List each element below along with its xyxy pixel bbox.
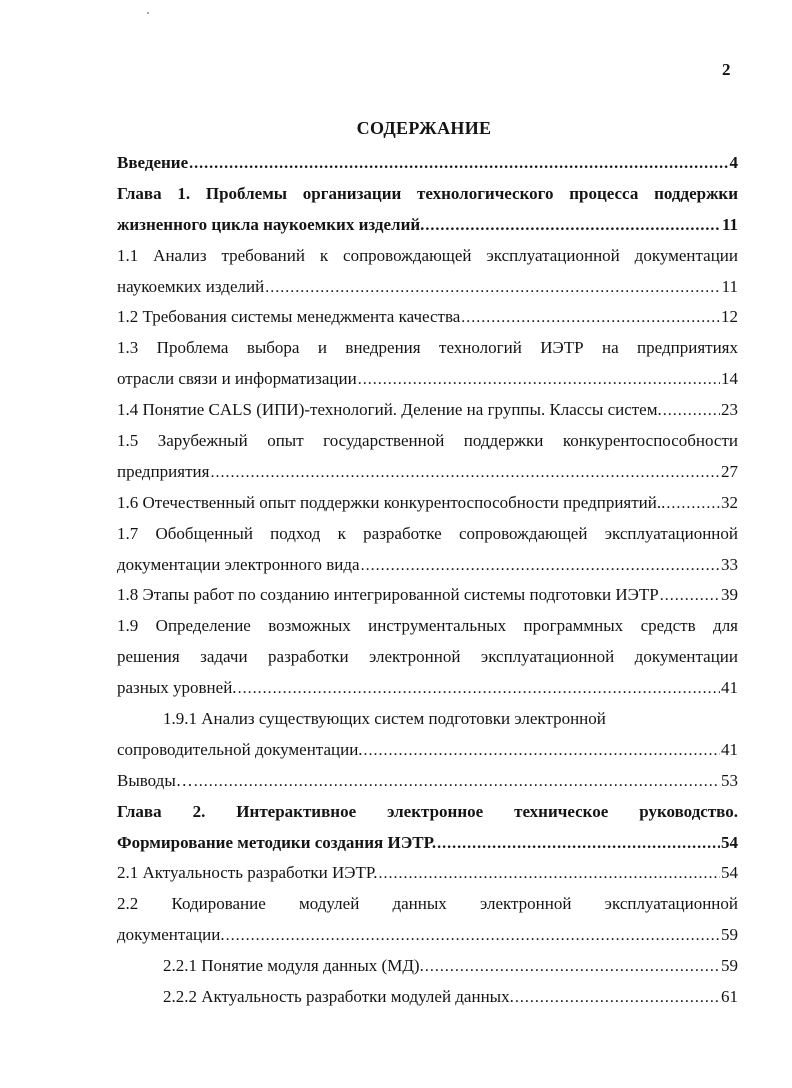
toc-line: 1.5 Зарубежный опыт государственной поддержки конкурентоспособности (117, 431, 738, 451)
dot-leader (461, 303, 720, 334)
page-number: 2 (722, 60, 731, 79)
toc-entry-title: жизненного цикла наукоемких изделий. (117, 214, 425, 234)
dot-leader (189, 149, 728, 180)
toc-entry-title: Введение (117, 153, 189, 172)
toc-line: 1.9.1 Анализ существующих систем подготовки электронной (163, 709, 606, 729)
toc-entry-title: 1.4 Понятие CALS (ИПИ)-технологий. Деление на группы. Классы систем. (117, 400, 662, 420)
toc-entry (117, 148, 738, 179)
toc-line: 1.9 Определение возможных инструментальных программных средств для (117, 616, 738, 636)
toc-entry-title: Формирование методики создания ИЭТР. (117, 832, 437, 852)
toc-entry (117, 735, 738, 766)
toc-entry (117, 766, 738, 797)
toc-entry-page: 33 (721, 554, 738, 574)
dot-leader (425, 211, 721, 242)
toc-entry (117, 550, 738, 581)
toc-line: Глава 2. Интерактивное электронное техническое руководство. (117, 801, 738, 821)
toc-line: 1.3 Проблема выбора и внедрения технологий ИЭТР на предприятиях (117, 338, 738, 358)
toc-entry-title: сопроводительной документации. (117, 739, 363, 759)
dot-leader (238, 674, 720, 705)
toc-entry-title: наукоемких изделий (117, 276, 265, 296)
toc-entry (117, 272, 738, 303)
toc-entry-title: Выводы… (117, 770, 193, 790)
toc-entry-page: 11 (721, 214, 738, 234)
toc-entry-page: 12 (721, 307, 738, 327)
toc-entry-page: 61 (721, 987, 738, 1007)
dot-leader (226, 921, 720, 952)
toc-entry-title: документации электронного вида (117, 554, 360, 574)
toc-entry (117, 951, 738, 982)
toc-entry (117, 457, 738, 488)
toc-entry-page: 23 (721, 400, 738, 420)
toc-entry-title: 2.2.1 Понятие модуля данных (МД). (163, 956, 424, 976)
toc-entry-page: 11 (721, 276, 738, 296)
dot-leader (425, 952, 720, 983)
toc-line: 1.7 Обобщенный подход к разработке сопровождающей эксплуатационной (117, 523, 738, 543)
toc-entry-page: 41 (721, 739, 738, 759)
toc-entry-title: 1.2 Требования системы менеджмента качества (117, 307, 461, 327)
dot-leader (364, 736, 720, 767)
toc-entry-page: 59 (721, 925, 738, 945)
toc-entry-page: 53 (721, 770, 738, 790)
dot-leader (437, 829, 720, 860)
toc-entry-page: 59 (721, 956, 738, 976)
toc-line: решения задачи разработки электронной эксплуатационной документации (117, 647, 738, 667)
toc-entry-title: предприятия (117, 461, 210, 481)
toc-line: 2.2 Кодирование модулей данных электронной эксплуатационной (117, 894, 738, 914)
toc-entry (117, 858, 738, 889)
toc-entry-page: 4 (729, 153, 738, 172)
dot-leader (515, 983, 720, 1014)
table-of-contents (117, 148, 738, 1013)
toc-entry (117, 580, 738, 611)
toc-entry-title: 1.8 Этапы работ по созданию интегрированной системы подготовки ИЭТР (117, 585, 659, 605)
dot-leader (660, 581, 720, 612)
toc-entry-page: 39 (721, 585, 738, 605)
toc-entry-page: 27 (721, 461, 738, 481)
toc-entry (117, 488, 738, 519)
toc-entry-title: отрасли связи и информатизации (117, 369, 357, 389)
dot-leader (210, 458, 720, 489)
toc-entry (117, 364, 738, 395)
toc-entry-title: 2.1 Актуальность разработки ИЭТР. (117, 863, 378, 883)
toc-entry-title: 1.6 Отечественный опыт поддержки конкурентоспособности предприятий.. (117, 492, 666, 512)
toc-entry (117, 982, 738, 1013)
toc-entry-page: 41 (721, 678, 738, 698)
dot-leader (361, 551, 720, 582)
dot-leader (666, 489, 720, 520)
toc-line: Глава 1. Проблемы организации технологического процесса поддержки (117, 183, 738, 203)
scan-speck (147, 12, 149, 14)
toc-entry-page: 32 (721, 492, 738, 512)
toc-entry (117, 302, 738, 333)
toc-entry (117, 210, 738, 241)
toc-line: 1.1 Анализ требований к сопровождающей эксплуатационной документации (117, 245, 738, 265)
toc-entry (117, 920, 738, 951)
toc-entry-page: 54 (721, 863, 738, 883)
toc-entry (117, 828, 738, 859)
dot-leader (378, 859, 720, 890)
dot-leader (265, 273, 720, 304)
toc-entry-title: документации. (117, 925, 225, 945)
dot-leader (663, 396, 720, 427)
toc-entry-title: разных уровней. (117, 678, 237, 698)
toc-entry-page: 54 (721, 832, 738, 852)
dot-leader (194, 767, 720, 798)
toc-entry (117, 673, 738, 704)
page-title: СОДЕРЖАНИЕ (356, 118, 492, 138)
toc-entry (117, 395, 738, 426)
toc-entry-title: 2.2.2 Актуальность разработки модулей данных. (163, 987, 514, 1007)
toc-entry-page: 14 (721, 369, 738, 389)
dot-leader (358, 365, 720, 396)
